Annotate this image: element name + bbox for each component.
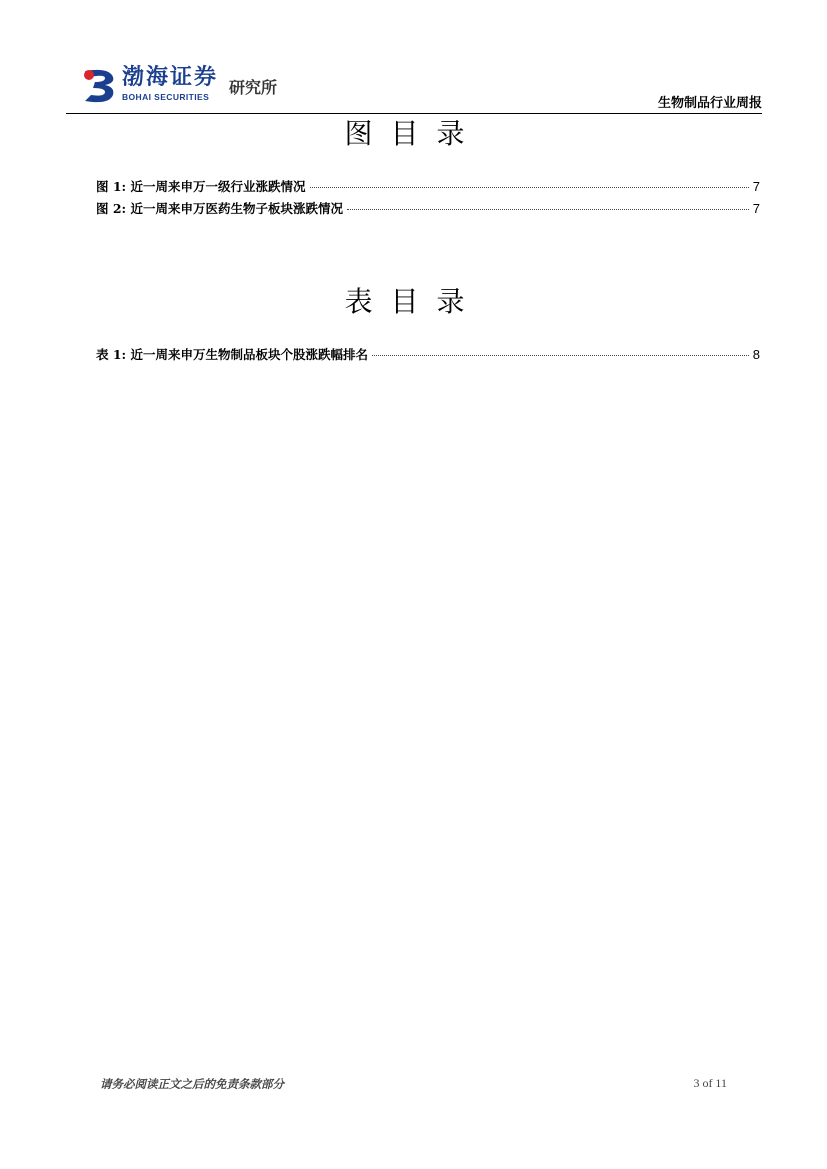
- page-header: [66, 58, 762, 114]
- figures-toc-title: 图目录: [344, 117, 483, 150]
- toc-leader-dots: [310, 187, 749, 188]
- tables-toc-title: 表目录: [344, 285, 483, 318]
- logo-chinese-name: 渤海证券: [122, 64, 219, 90]
- toc-entry-page: 7: [752, 179, 760, 194]
- toc-entry-figure-1[interactable]: [96, 178, 760, 195]
- toc-entry-label: 表 1: 近一周来申万生物制品板块个股涨跌幅排名: [96, 347, 369, 362]
- footer-page-number: 3 of 11: [693, 1076, 727, 1090]
- toc-entry-label: 图 1: 近一周来申万一级行业涨跌情况: [96, 179, 306, 194]
- header-divider: [66, 113, 762, 114]
- toc-entry-page: 8: [752, 347, 760, 362]
- toc-entry-page: 7: [752, 201, 760, 216]
- report-type: 生物制品行业周报: [657, 96, 762, 111]
- toc-leader-dots: [347, 209, 749, 210]
- toc-leader-dots: [372, 355, 749, 356]
- footer-disclaimer: 请务必阅读正文之后的免责条款部分: [100, 1077, 284, 1091]
- logo-english-name: BOHAI SECURITIES: [122, 92, 210, 102]
- toc-entry-table-1[interactable]: [96, 346, 760, 363]
- toc-entry-figure-2[interactable]: [96, 200, 760, 217]
- toc-entry-label: 图 2: 近一周来申万医药生物子板块涨跌情况: [96, 201, 344, 216]
- institute-name: 研究所: [229, 78, 278, 97]
- bohai-logo-icon: [79, 65, 119, 105]
